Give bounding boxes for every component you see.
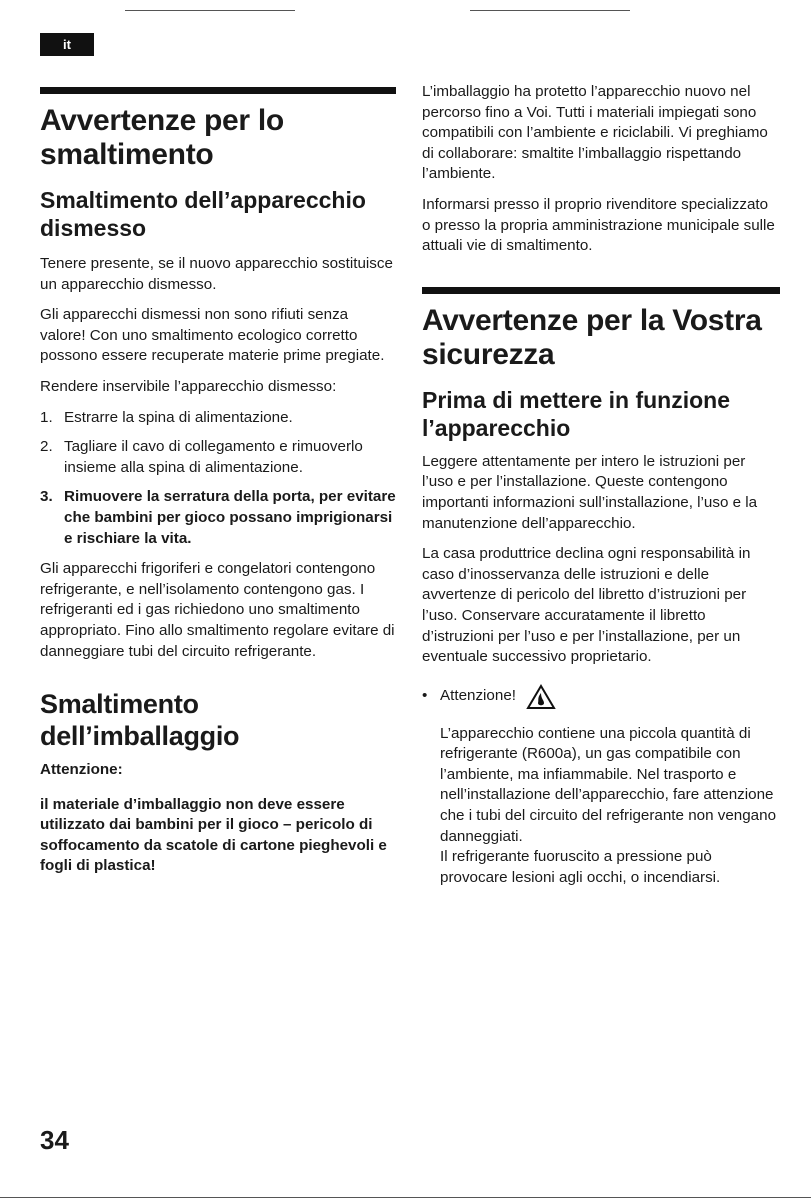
step-number: 1.: [40, 408, 53, 426]
page-number: 34: [40, 1125, 69, 1155]
paragraph: La casa produttrice declina ogni responsabilità in caso d’inosservanza delle istruzioni e delle avvertenze di pericolo del libretto d’istruzioni per l’uso. Conservare accuratamente il libretto d’istruzioni per l’uso e per l’installazione, per un eventuale successivo proprietario.: [422, 545, 751, 666]
section-title-disposal: Avvertenze per lo smaltimento: [40, 104, 284, 171]
paragraph: L’imballaggio ha protetto l’apparecchio nuovo nel percorso fino a Voi. Tutti i materiali impiegati sono compatibili con l’ambiente e riciclabili. Vi preghiamo di collaborare: smaltite l’imballaggio rispettando l’ambiente.: [422, 83, 768, 183]
subsection-title-before-use: Prima di mettere in funzione l’apparecchio: [422, 386, 730, 441]
step-text: Tagliare il cavo di collegamento e rimuoverlo insieme alla spina di alimentazione.: [64, 438, 363, 476]
step-text: Rimuovere la serratura della porta, per evitare che bambini per gioco possano imprigionarsi e rischiare la vita.: [64, 488, 396, 547]
attention-label: Attenzione!: [440, 687, 516, 705]
language-tab: it: [40, 33, 94, 56]
section-bar: [422, 287, 780, 294]
warning-block: [422, 724, 780, 889]
paragraph: L’apparecchio contiene una piccola quantità di refrigerante (R600a), un gas compatibile con l’ambiente, ma infiammabile. Nel trasporto e nell’installazione dell’apparecchio, fare attenzione che i tubi del circuito del refrigerante non vengano danneggiati.: [440, 724, 777, 845]
step-number: 3.: [40, 488, 53, 506]
list-item: [40, 487, 396, 549]
bullet: •: [422, 687, 428, 705]
subsection-title-packaging: Smaltimento dell’imballaggio: [40, 689, 240, 752]
paragraph: Informarsi presso il proprio rivenditore specializzato o presso la propria amministrazione municipale sulle attuali vie di smaltimento.: [422, 195, 775, 255]
section-bar: [40, 87, 396, 94]
top-rule-left: [125, 10, 295, 11]
list-item: [40, 437, 396, 478]
paragraph: Rendere inservibile l’apparecchio dismesso:: [40, 377, 337, 395]
top-rule-right: [470, 10, 630, 11]
left-column: [40, 87, 396, 887]
attention-text: il materiale d’imballaggio non deve essere utilizzato dai bambini per il gioco – pericolo di soffocamento da scatole di cartone pieghevoli e fogli di plastica!: [40, 795, 387, 875]
bottom-rule: [0, 1197, 811, 1198]
disposal-steps-list: [40, 408, 396, 550]
right-column: [422, 82, 780, 898]
flammable-warning-icon: [526, 684, 556, 710]
paragraph: Il refrigerante fuoruscito a pressione può provocare lesioni agli occhi, o incendiarsi.: [440, 848, 721, 886]
section-title-safety: Avvertenze per la Vostra sicurezza: [422, 303, 762, 371]
step-number: 2.: [40, 438, 53, 456]
list-item: [40, 408, 396, 429]
paragraph: Gli apparecchi dismessi non sono rifiuti senza valore! Con uno smaltimento ecologico corretto possono essere recuperate materie prime pregiate.: [40, 306, 385, 365]
step-text: Estrarre la spina di alimentazione.: [64, 408, 293, 426]
paragraph: Tenere presente, se il nuovo apparecchio sostituisce un apparecchio dismesso.: [40, 255, 393, 293]
paragraph: Gli apparecchi frigoriferi e congelatori contengono refrigerante, e nell’isolamento contengono gas. I refrigeranti ed i gas richiedono uno smaltimento appropriato. Fino allo smaltimento regolare evitare di danneggiare tubi del circuito refrigerante.: [40, 560, 395, 660]
subsection-title-old-appliance: Smaltimento dell’apparecchio dismesso: [40, 187, 366, 241]
attention-label: Attenzione:: [40, 761, 123, 779]
paragraph: Leggere attentamente per intero le istruzioni per l’uso e per l’installazione. Queste contengono importanti informazioni sull’installazione, l’uso e la manutenzione dell’apparecchio.: [422, 452, 758, 532]
attention-row: [422, 684, 780, 710]
